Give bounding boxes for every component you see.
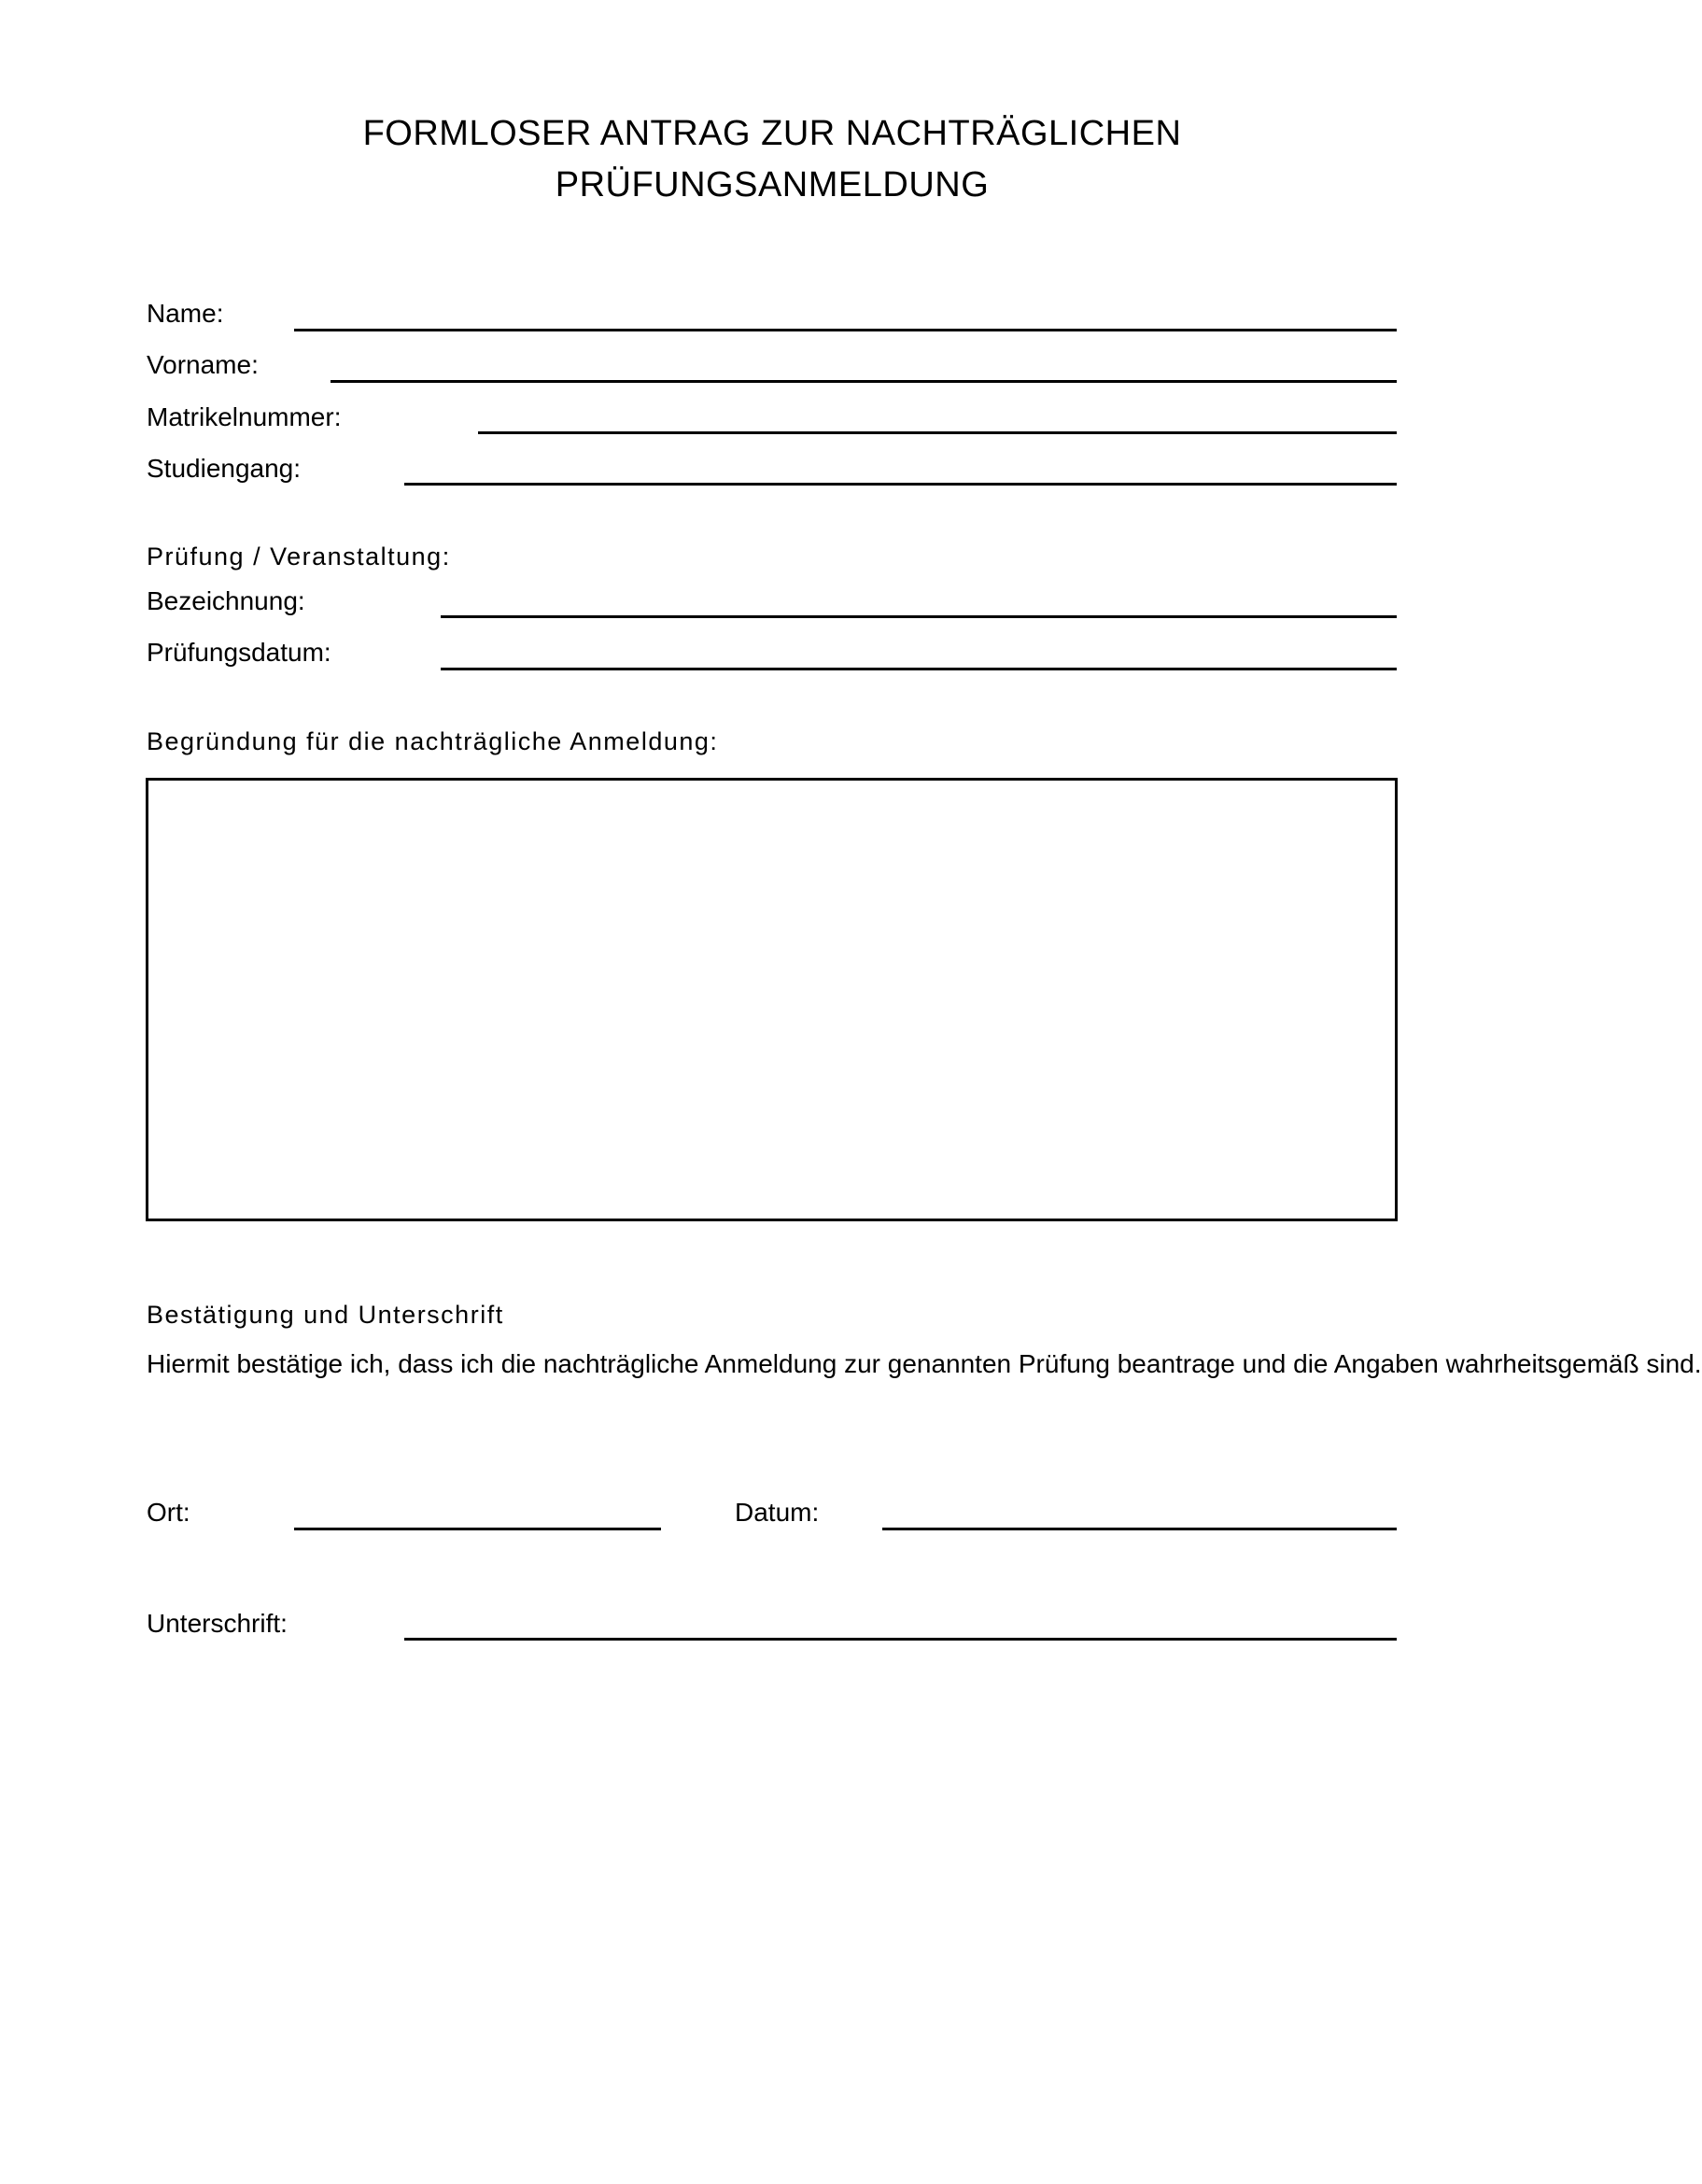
name-field-line[interactable] bbox=[294, 329, 1397, 331]
form-title-line-2: PRÜFUNGSANMELDUNG bbox=[555, 165, 990, 204]
datum-label: Datum: bbox=[735, 1498, 820, 1527]
unterschrift-label: Unterschrift: bbox=[147, 1609, 288, 1638]
ort-label: Ort: bbox=[147, 1498, 190, 1527]
matrikelnummer-field-line[interactable] bbox=[478, 431, 1397, 434]
bestaetigung-heading: Bestätigung und Unterschrift bbox=[147, 1301, 504, 1329]
pruefung-section-heading: Prüfung / Veranstaltung: bbox=[147, 542, 451, 571]
matrikelnummer-label: Matrikelnummer: bbox=[147, 402, 342, 431]
studiengang-label: Studiengang: bbox=[147, 454, 302, 483]
unterschrift-field-line[interactable] bbox=[404, 1638, 1397, 1641]
vorname-label: Vorname: bbox=[147, 350, 259, 379]
vorname-field-line[interactable] bbox=[331, 380, 1397, 383]
bezeichnung-label: Bezeichnung: bbox=[147, 586, 305, 615]
datum-field-line[interactable] bbox=[882, 1528, 1397, 1530]
pruefungsdatum-label: Prüfungsdatum: bbox=[147, 638, 331, 667]
begruendung-textbox[interactable] bbox=[146, 778, 1398, 1221]
ort-field-line[interactable] bbox=[294, 1528, 661, 1530]
bezeichnung-field-line[interactable] bbox=[441, 615, 1397, 618]
form-title-line-1: FORMLOSER ANTRAG ZUR NACHTRÄGLICHEN bbox=[362, 114, 1182, 153]
studiengang-field-line[interactable] bbox=[404, 483, 1397, 486]
bestaetigung-text: Hiermit bestätige ich, dass ich die nachträgliche Anmeldung zur genannten Prüfung beantrage und die Angaben wahrheitsgemäß sind. bbox=[147, 1349, 1702, 1378]
name-label: Name: bbox=[147, 299, 224, 328]
pruefungsdatum-field-line[interactable] bbox=[441, 668, 1397, 670]
begruendung-heading: Begründung für die nachträgliche Anmeldung: bbox=[147, 727, 719, 755]
